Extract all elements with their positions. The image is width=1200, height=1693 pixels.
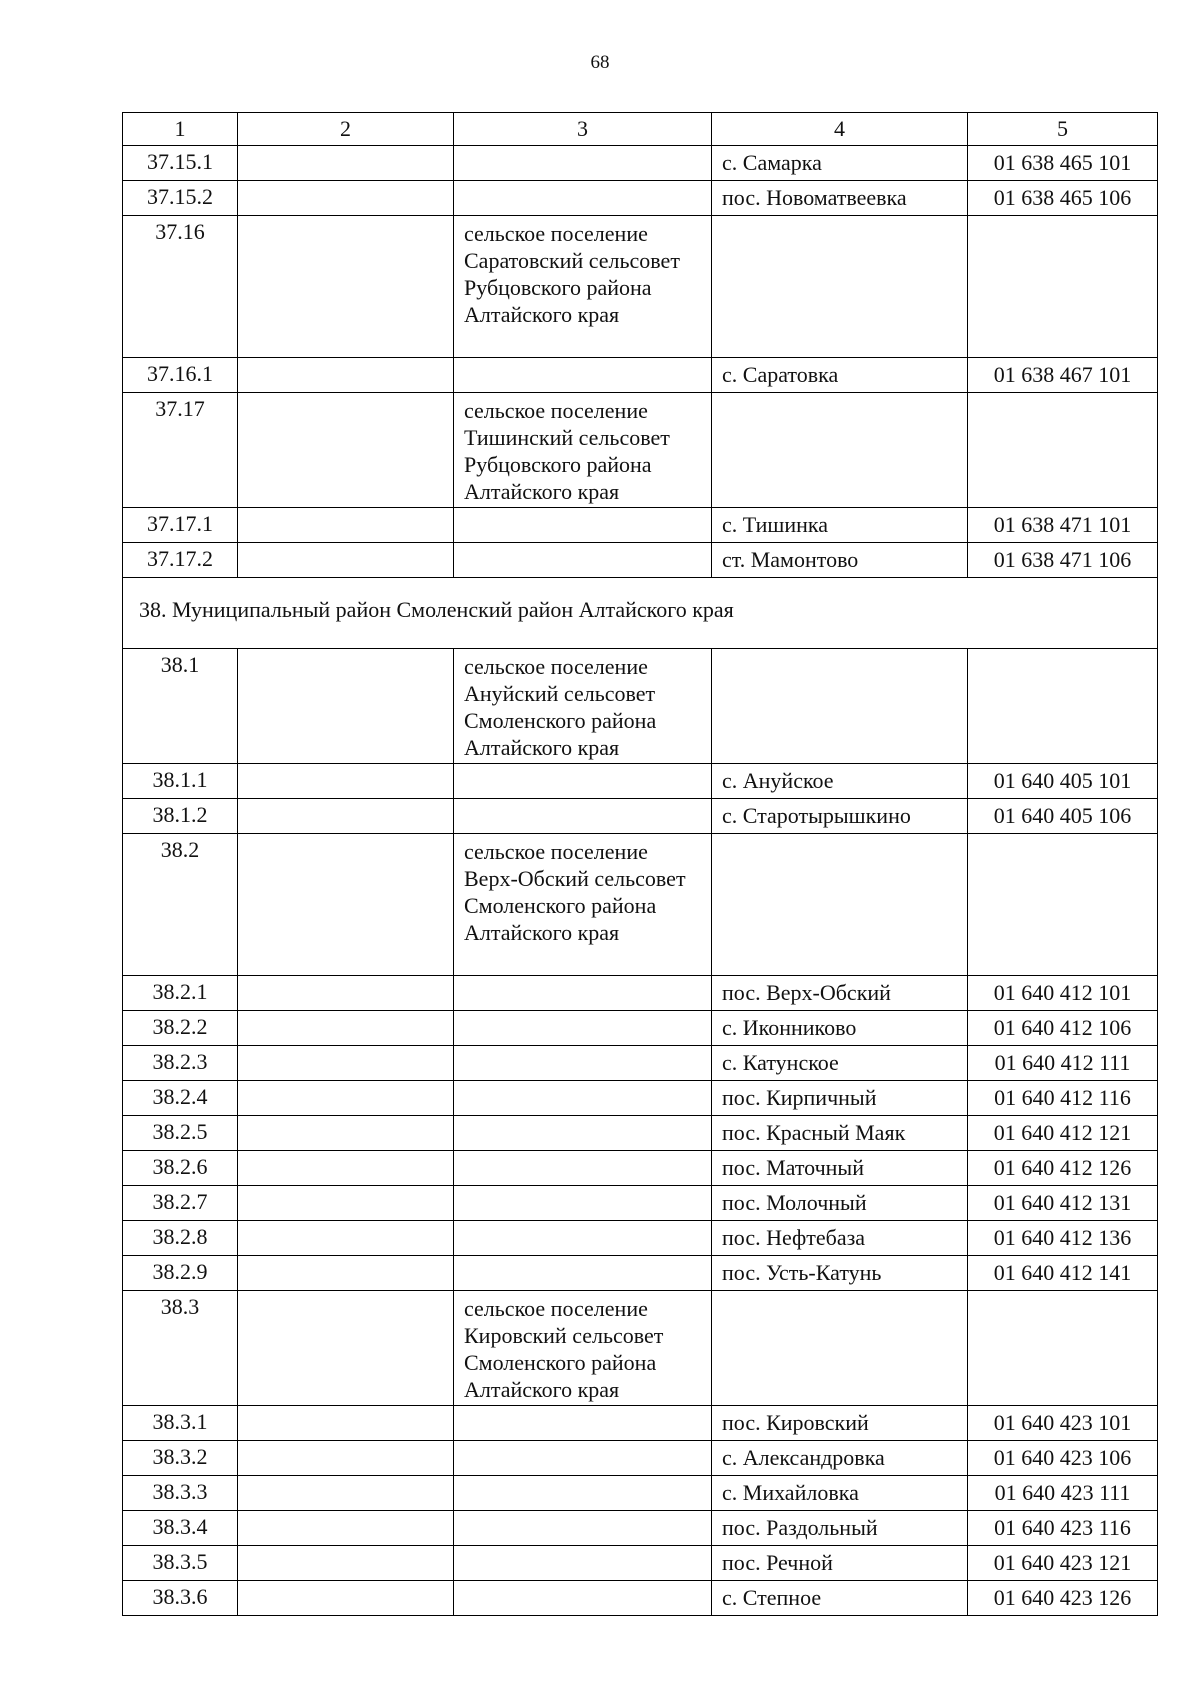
- oktmo-code: 01 640 412 101: [968, 976, 1158, 1011]
- table-row: [123, 1406, 1158, 1441]
- row-number: 37.16.1: [123, 358, 238, 393]
- row-number: 38.2.8: [123, 1221, 238, 1256]
- oktmo-code: 01 640 423 111: [968, 1476, 1158, 1511]
- row-number: 38.2.1: [123, 976, 238, 1011]
- settlement-name: [454, 1441, 712, 1476]
- table-row: [123, 543, 1158, 578]
- row-number: 37.17.2: [123, 543, 238, 578]
- page-number: 68: [590, 52, 610, 73]
- row-number: 38.3.3: [123, 1476, 238, 1511]
- table-row: [123, 1221, 1158, 1256]
- locality-name: с. Самарка: [712, 146, 968, 181]
- oktmo-code: 01 638 471 106: [968, 543, 1158, 578]
- table-row: [123, 834, 1158, 976]
- row-empty-col2: [238, 1406, 454, 1441]
- settlement-name: [454, 764, 712, 799]
- settlement-name: [454, 1221, 712, 1256]
- settlement-name: [454, 146, 712, 181]
- locality-name: с. Старотырышкино: [712, 799, 968, 834]
- oktmo-code: 01 640 423 106: [968, 1441, 1158, 1476]
- table-row: [123, 976, 1158, 1011]
- locality-name: пос. Красный Маяк: [712, 1116, 968, 1151]
- row-empty-col2: [238, 181, 454, 216]
- column-header-2: 2: [238, 113, 454, 146]
- oktmo-code: 01 640 405 106: [968, 799, 1158, 834]
- row-number: 37.16: [123, 216, 238, 358]
- row-empty-col2: [238, 1116, 454, 1151]
- row-empty-col2: [238, 834, 454, 976]
- locality-name: с. Ануйское: [712, 764, 968, 799]
- row-empty-col2: [238, 649, 454, 764]
- column-header-4: 4: [712, 113, 968, 146]
- oktmo-code: 01 638 471 101: [968, 508, 1158, 543]
- settlement-name: [454, 181, 712, 216]
- row-empty-col2: [238, 976, 454, 1011]
- settlement-name: сельское поселение Ануйский сельсовет Смоленского района Алтайского края: [454, 649, 712, 764]
- locality-name: с. Степное: [712, 1581, 968, 1616]
- column-header-5: 5: [968, 113, 1158, 146]
- settlement-name: сельское поселение Саратовский сельсовет Рубцовского района Алтайского края: [454, 216, 712, 358]
- oktmo-code: [968, 393, 1158, 508]
- oktmo-code: 01 640 412 141: [968, 1256, 1158, 1291]
- column-header-3: 3: [454, 113, 712, 146]
- row-number: 38.3.5: [123, 1546, 238, 1581]
- row-empty-col2: [238, 764, 454, 799]
- table-row: [123, 1511, 1158, 1546]
- settlement-name: [454, 1476, 712, 1511]
- locality-name: пос. Верх-Обский: [712, 976, 968, 1011]
- row-number: 38.2.3: [123, 1046, 238, 1081]
- oktmo-code: 01 640 423 101: [968, 1406, 1158, 1441]
- settlement-name: [454, 1511, 712, 1546]
- locality-name: с. Александровка: [712, 1441, 968, 1476]
- row-empty-col2: [238, 393, 454, 508]
- oktmo-code: 01 640 412 131: [968, 1186, 1158, 1221]
- row-empty-col2: [238, 1476, 454, 1511]
- locality-name: пос. Маточный: [712, 1151, 968, 1186]
- locality-name: пос. Кировский: [712, 1406, 968, 1441]
- locality-name: с. Катунское: [712, 1046, 968, 1081]
- table-row: [123, 1081, 1158, 1116]
- table-row: [123, 764, 1158, 799]
- table-row: [123, 508, 1158, 543]
- row-number: 38.2.4: [123, 1081, 238, 1116]
- oktmo-code: 01 640 412 126: [968, 1151, 1158, 1186]
- column-header-1: 1: [123, 113, 238, 146]
- row-number: 38.3.1: [123, 1406, 238, 1441]
- settlement-name: [454, 1406, 712, 1441]
- row-empty-col2: [238, 1151, 454, 1186]
- table-row: [123, 1441, 1158, 1476]
- locality-name: пос. Новоматвеевка: [712, 181, 968, 216]
- settlement-name: сельское поселение Кировский сельсовет Смоленского района Алтайского края: [454, 1291, 712, 1406]
- locality-name: [712, 216, 968, 358]
- row-empty-col2: [238, 216, 454, 358]
- row-number: 37.17.1: [123, 508, 238, 543]
- settlement-name: [454, 1256, 712, 1291]
- locality-name: пос. Речной: [712, 1546, 968, 1581]
- locality-name: [712, 1291, 968, 1406]
- row-number: 38.3.6: [123, 1581, 238, 1616]
- settlement-name: [454, 1011, 712, 1046]
- row-number: 38.2.2: [123, 1011, 238, 1046]
- oktmo-code: 01 638 467 101: [968, 358, 1158, 393]
- oktmo-code: [968, 1291, 1158, 1406]
- table-row: [123, 1546, 1158, 1581]
- locality-name: ст. Мамонтово: [712, 543, 968, 578]
- row-number: 37.15.1: [123, 146, 238, 181]
- row-number: 37.15.2: [123, 181, 238, 216]
- row-empty-col2: [238, 1546, 454, 1581]
- settlement-name: [454, 1581, 712, 1616]
- row-empty-col2: [238, 508, 454, 543]
- locality-name: пос. Раздольный: [712, 1511, 968, 1546]
- row-number: 38.2.7: [123, 1186, 238, 1221]
- table-row: [123, 393, 1158, 508]
- oktmo-code: 01 638 465 101: [968, 146, 1158, 181]
- oktmo-code: [968, 649, 1158, 764]
- row-empty-col2: [238, 358, 454, 393]
- row-empty-col2: [238, 1441, 454, 1476]
- row-number: 38.2: [123, 834, 238, 976]
- table-row: [123, 216, 1158, 358]
- settlements-table: [122, 112, 1157, 1616]
- row-empty-col2: [238, 146, 454, 181]
- row-empty-col2: [238, 1046, 454, 1081]
- table-row: [123, 1291, 1158, 1406]
- row-empty-col2: [238, 543, 454, 578]
- row-number: 38.1.1: [123, 764, 238, 799]
- locality-name: пос. Молочный: [712, 1186, 968, 1221]
- table-row: [123, 1116, 1158, 1151]
- row-number: 38.3.2: [123, 1441, 238, 1476]
- oktmo-code: 01 640 412 121: [968, 1116, 1158, 1151]
- settlement-name: [454, 799, 712, 834]
- locality-name: пос. Усть-Катунь: [712, 1256, 968, 1291]
- settlement-name: [454, 358, 712, 393]
- row-empty-col2: [238, 1221, 454, 1256]
- table-row: [123, 1256, 1158, 1291]
- row-empty-col2: [238, 1256, 454, 1291]
- settlement-name: [454, 543, 712, 578]
- settlement-name: [454, 1116, 712, 1151]
- table-row: [123, 358, 1158, 393]
- settlement-name: сельское поселение Тишинский сельсовет Рубцовского района Алтайского края: [454, 393, 712, 508]
- table-header-row: [123, 113, 1158, 146]
- table-row: [123, 1046, 1158, 1081]
- oktmo-code: 01 640 412 106: [968, 1011, 1158, 1046]
- row-number: 38.1.2: [123, 799, 238, 834]
- section-title: 38. Муниципальный район Смоленский район Алтайского края: [123, 578, 1158, 649]
- locality-name: [712, 649, 968, 764]
- row-number: 38.2.5: [123, 1116, 238, 1151]
- row-empty-col2: [238, 1081, 454, 1116]
- locality-name: пос. Кирпичный: [712, 1081, 968, 1116]
- settlement-name: [454, 1081, 712, 1116]
- row-empty-col2: [238, 1011, 454, 1046]
- settlement-name: сельское поселение Верх-Обский сельсовет Смоленского района Алтайского края: [454, 834, 712, 976]
- table-row: [123, 181, 1158, 216]
- row-empty-col2: [238, 1186, 454, 1221]
- oktmo-code: 01 640 412 111: [968, 1046, 1158, 1081]
- oktmo-code: 01 640 423 126: [968, 1581, 1158, 1616]
- oktmo-code: 01 640 412 136: [968, 1221, 1158, 1256]
- row-empty-col2: [238, 799, 454, 834]
- table-row: [123, 146, 1158, 181]
- settlement-name: [454, 1046, 712, 1081]
- settlement-name: [454, 508, 712, 543]
- oktmo-code: [968, 834, 1158, 976]
- table-row: [123, 1011, 1158, 1046]
- oktmo-code: 01 640 423 116: [968, 1511, 1158, 1546]
- settlement-name: [454, 1546, 712, 1581]
- locality-name: с. Иконниково: [712, 1011, 968, 1046]
- settlement-name: [454, 1151, 712, 1186]
- row-empty-col2: [238, 1511, 454, 1546]
- table-row: [123, 649, 1158, 764]
- row-empty-col2: [238, 1581, 454, 1616]
- oktmo-code: 01 640 423 121: [968, 1546, 1158, 1581]
- locality-name: пос. Нефтебаза: [712, 1221, 968, 1256]
- table-row: [123, 799, 1158, 834]
- section-header-row: [123, 578, 1158, 649]
- table-row: [123, 1581, 1158, 1616]
- locality-name: [712, 393, 968, 508]
- oktmo-code: 01 640 412 116: [968, 1081, 1158, 1116]
- locality-name: с. Михайловка: [712, 1476, 968, 1511]
- row-empty-col2: [238, 1291, 454, 1406]
- table-row: [123, 1476, 1158, 1511]
- locality-name: с. Тишинка: [712, 508, 968, 543]
- oktmo-code: 01 638 465 106: [968, 181, 1158, 216]
- settlement-name: [454, 1186, 712, 1221]
- row-number: 37.17: [123, 393, 238, 508]
- row-number: 38.1: [123, 649, 238, 764]
- table-row: [123, 1151, 1158, 1186]
- row-number: 38.3.4: [123, 1511, 238, 1546]
- locality-name: [712, 834, 968, 976]
- row-number: 38.2.9: [123, 1256, 238, 1291]
- oktmo-code: 01 640 405 101: [968, 764, 1158, 799]
- row-number: 38.2.6: [123, 1151, 238, 1186]
- locality-name: с. Саратовка: [712, 358, 968, 393]
- oktmo-code: [968, 216, 1158, 358]
- settlement-name: [454, 976, 712, 1011]
- row-number: 38.3: [123, 1291, 238, 1406]
- table-row: [123, 1186, 1158, 1221]
